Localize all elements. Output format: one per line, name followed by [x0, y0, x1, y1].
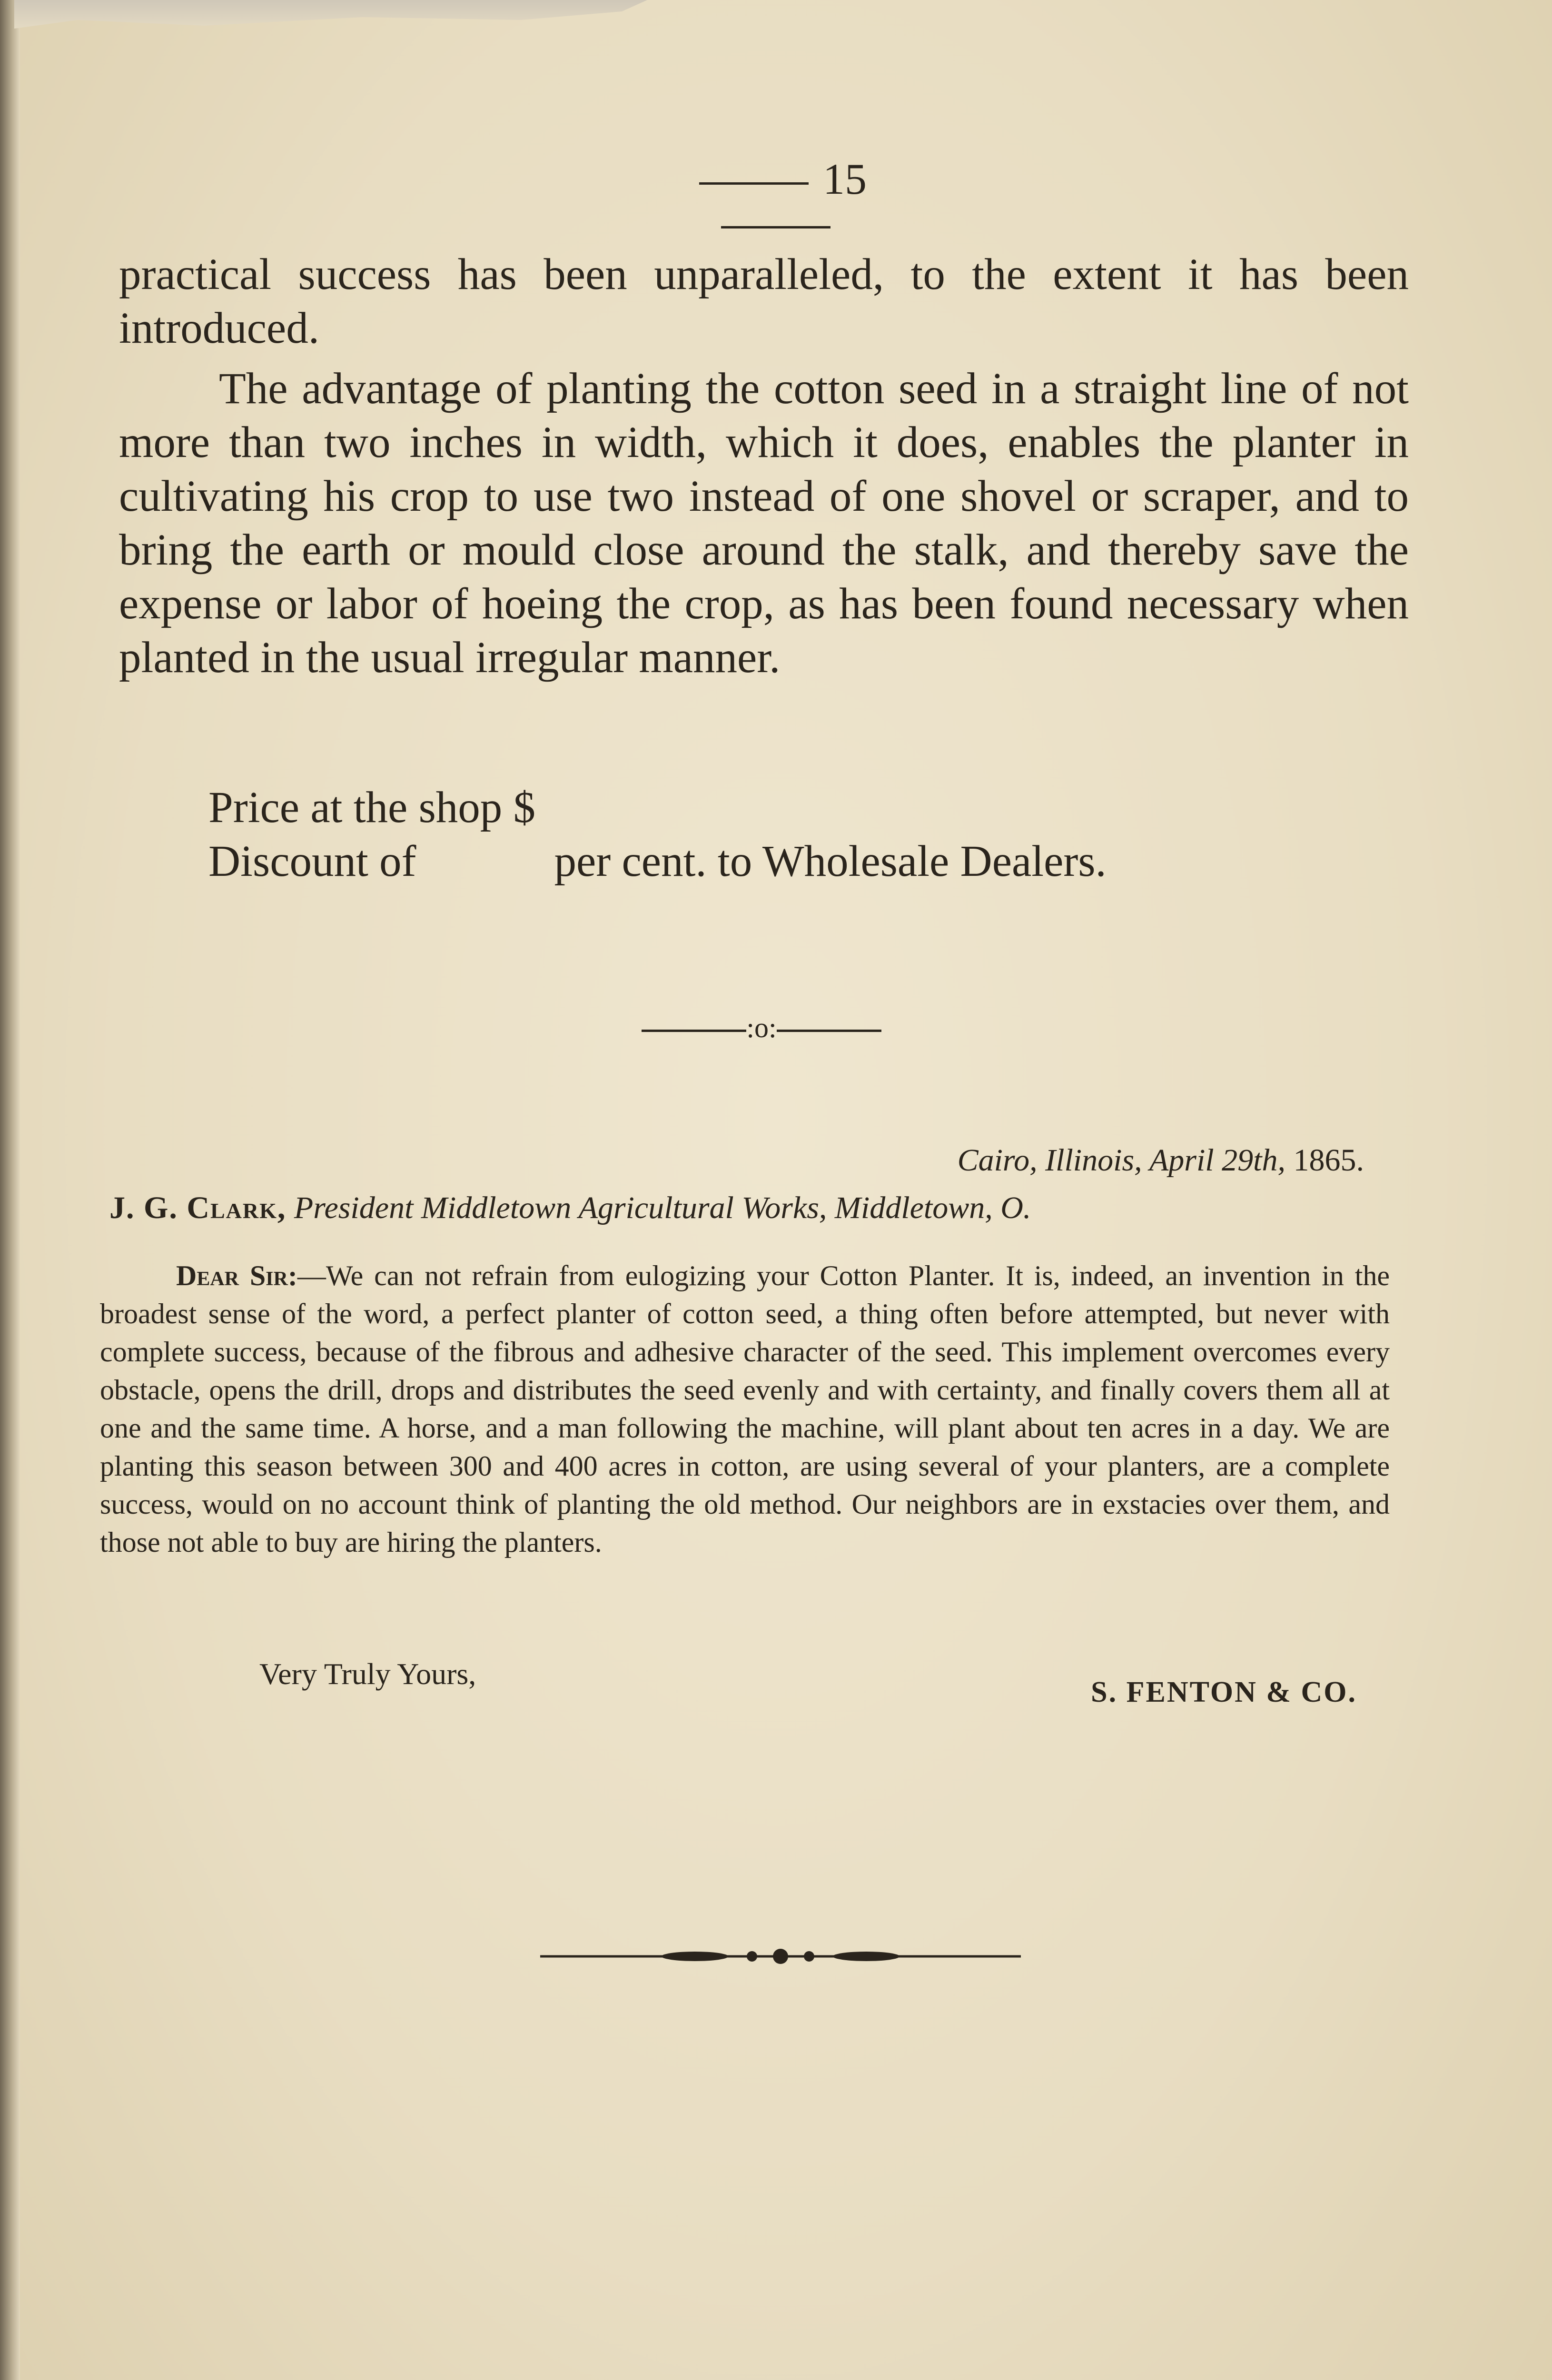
addressee-name: J. G. Clark,: [109, 1190, 287, 1225]
paragraph-advantage: The advantage of planting the cotton seed in a straight line of not more than two inches in width, which it does, enables the planter in cultivating his crop to use two instead of one shovel or scraper, and to bring the earth or mould close around the stalk, and thereby save the expense or labor of hoeing the crop, as has been found necessary when planted in the usual irregular manner.: [119, 364, 1409, 682]
end-ornament-icon: [538, 1942, 1023, 1971]
letter-year: 1865.: [1293, 1143, 1364, 1178]
letter-body-text: —We can not refrain from eulogizing your Cotton Planter. It is, indeed, an invention in the broadest sense of the word, a perfect planter of cotton seed, a thing often before attempted, but never with complete success, because of the fibrous and adhesive character of the seed. This implement overcomes every obstacle, opens the drill, drops and distributes the seed evenly and with certainty, and finally covers them all at one and the same time. A horse, and a man following the machine, will plant about ten acres in a day. We are planting this season between 300 and 400 acres in cotton, are using several of your planters, are a complete success, would on no account think of planting the old method. Our neighbors are in exstacies over them, and those not able to buy are hiring the planters.: [100, 1260, 1390, 1558]
paragraph-continuation: practical success has been unparalleled, to the extent it has been introduced.: [119, 250, 1409, 353]
letter-signature: S. FENTON & CO.: [1091, 1676, 1357, 1708]
letter-body: [100, 1257, 1390, 1561]
letter-addressee: [109, 1190, 1031, 1226]
letter-salutation: Dear Sir:: [176, 1260, 297, 1291]
letter-dateline: [958, 1142, 1364, 1179]
book-spine-shadow: [0, 0, 20, 2380]
letter-place-date: Cairo, Illinois, April 29th,: [957, 1143, 1294, 1178]
page-number-left-dash: [699, 182, 809, 185]
pricing-block: [208, 781, 1107, 888]
page-number-value: 15: [823, 155, 867, 203]
discount-label: Discount of: [208, 837, 416, 886]
page-number-right-dash: [721, 226, 830, 228]
separator-mark: :o:: [746, 1012, 777, 1043]
section-separator: [628, 1012, 895, 1044]
torn-top-edge: [14, 0, 647, 29]
addressee-title: President Middletown Agricultural Works, Middletown, O.: [294, 1190, 1031, 1225]
letter-closing: Very Truly Yours,: [259, 1657, 476, 1691]
price-label: Price at the shop $: [208, 783, 536, 832]
page-number: [633, 157, 919, 245]
discount-rest: per cent. to Wholesale Dealers.: [554, 837, 1107, 886]
